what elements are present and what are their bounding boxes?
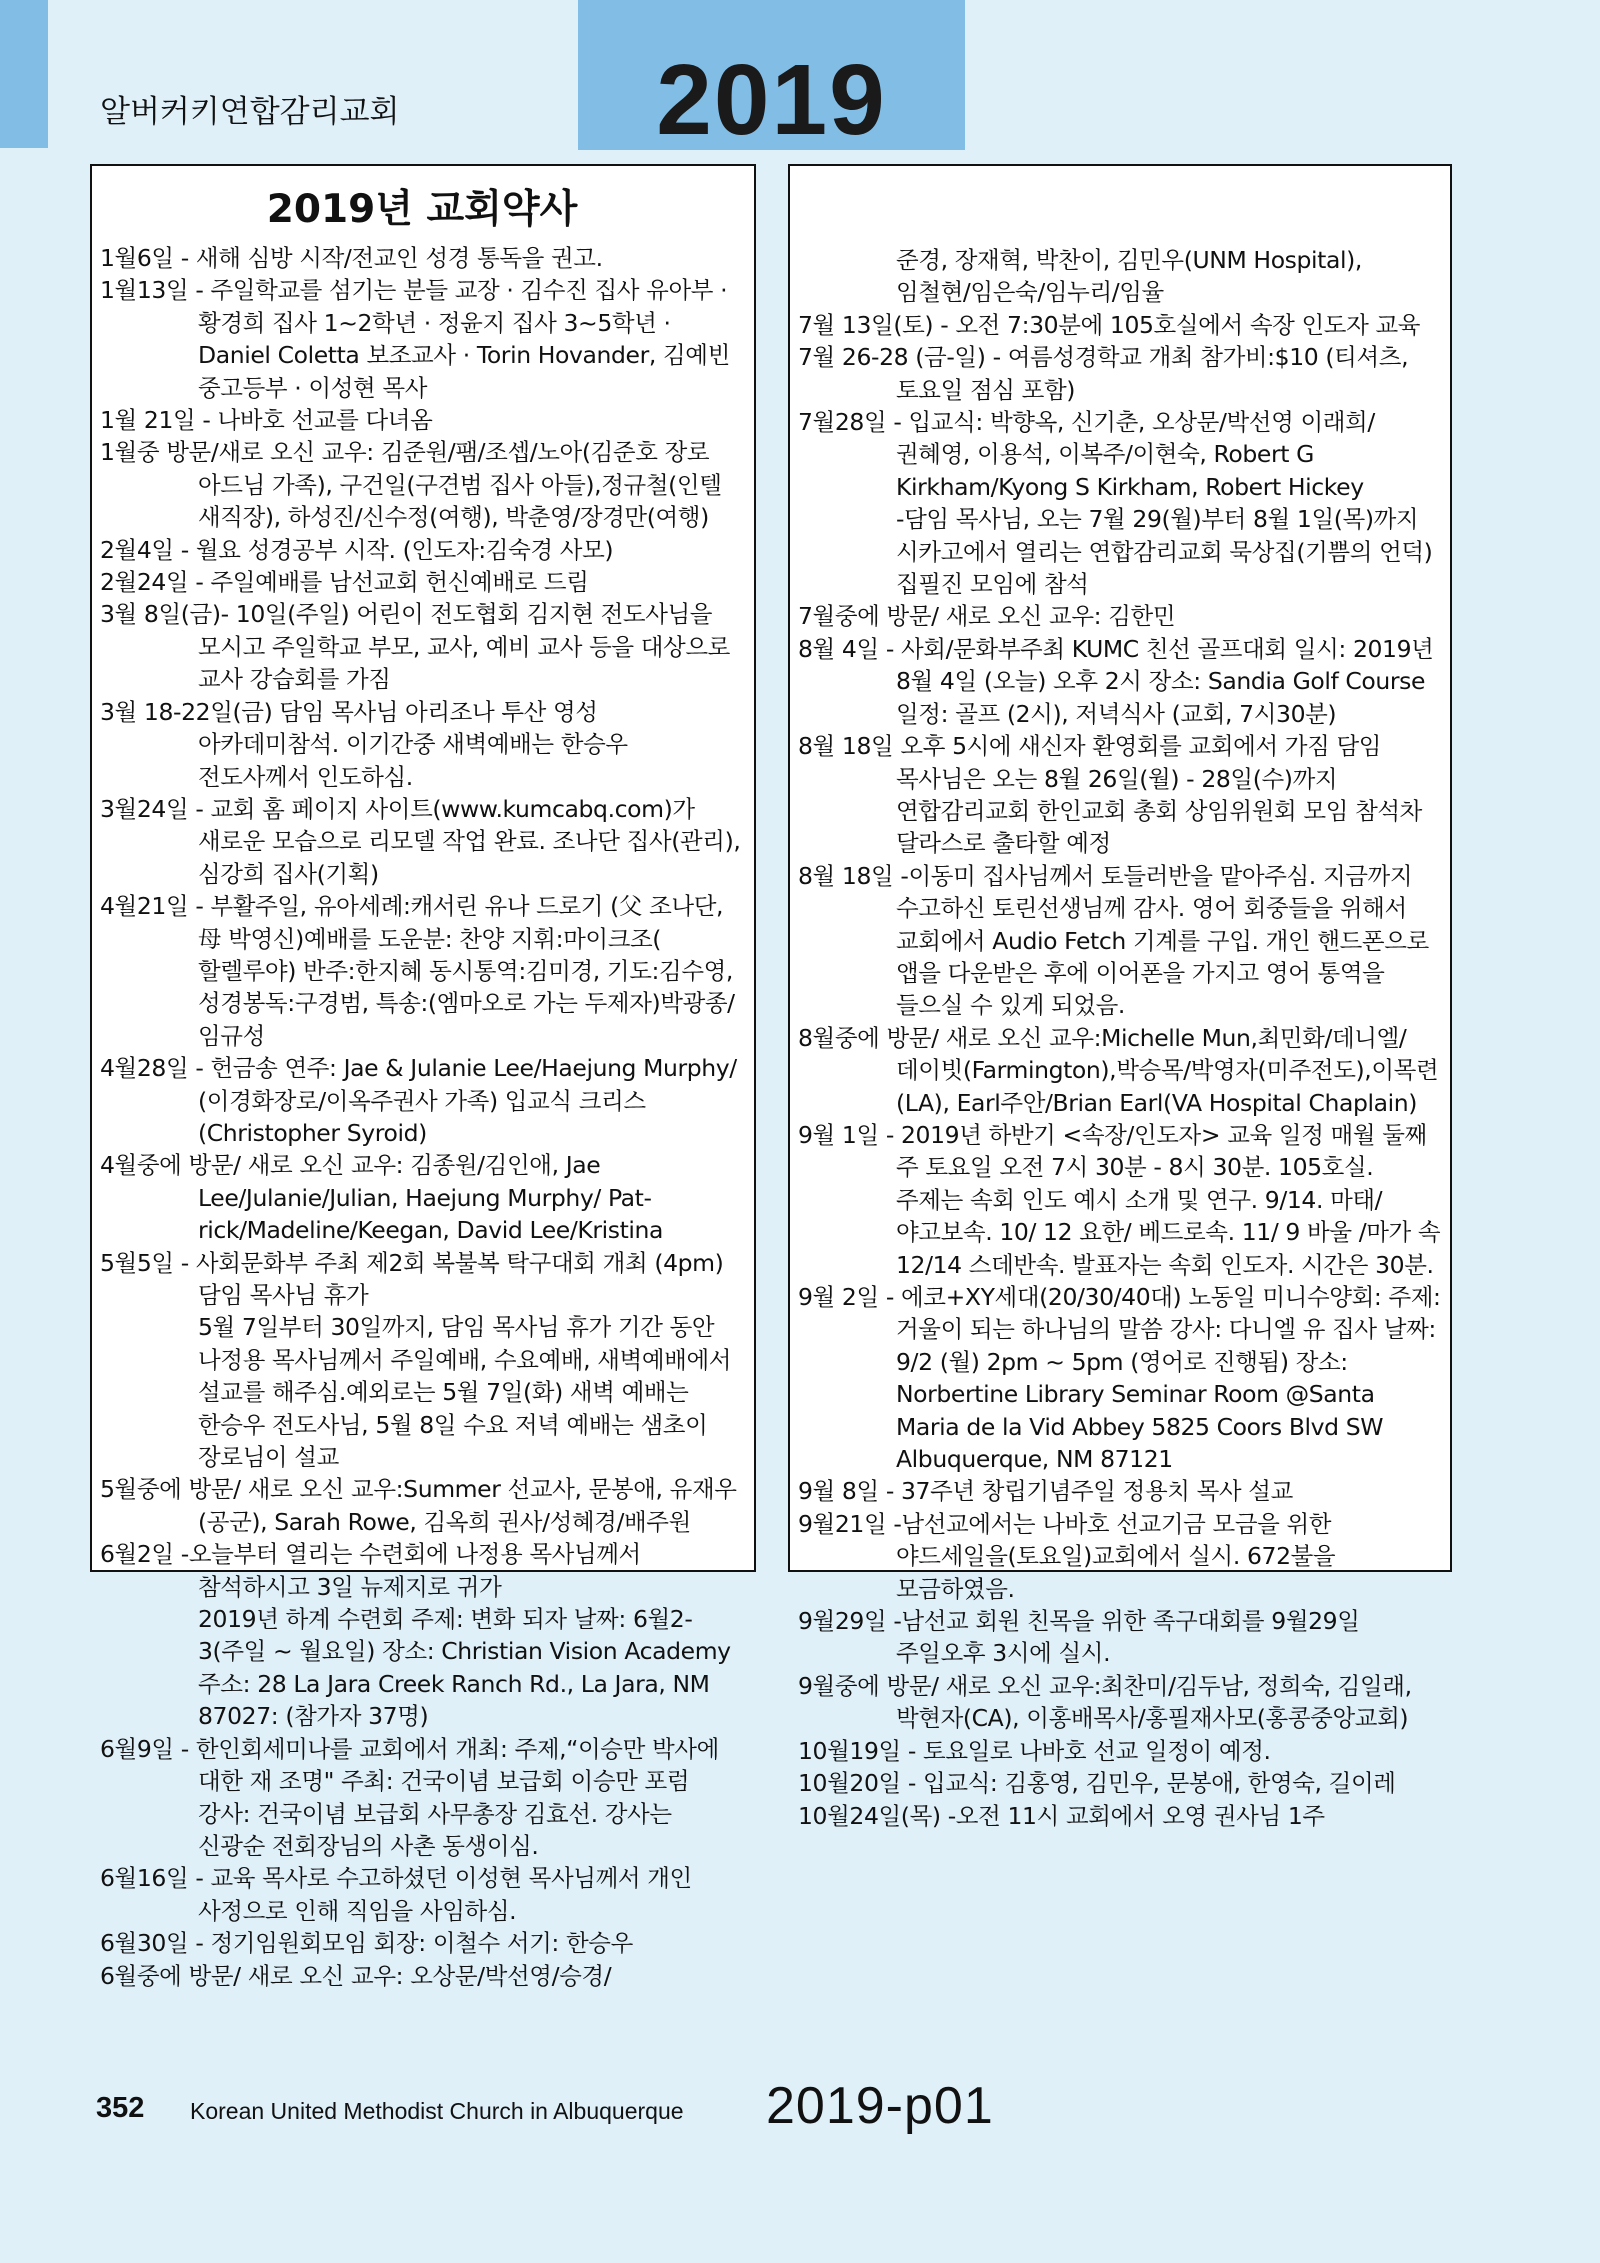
history-entry: 4월28일 - 헌금송 연주: Jae & Julanie Lee/Haejung Murphy/ (이경화장로/이옥주권사 가족) 입교식 크리스 (Christopher Syroid): [100, 1054, 737, 1147]
history-entry: 6월중에 방문/ 새로 오신 교우: 오상문/박선영/승경/: [100, 1961, 612, 1990]
history-column-right: [788, 164, 1452, 1830]
history-entry: 9월중에 방문/ 새로 오신 교우:최찬미/김두남, 정희숙, 김일래, 박현자(CA), 이홍배목사/홍필재사모(홍콩중앙교회): [798, 1671, 1412, 1733]
history-entry: 9월 2일 - 에코+XY세대(20/30/40대) 노동일 미니수양회: 주제: 거울이 되는 하나님의 말씀 강사: 다니엘 유 집사 날짜: 9/2 (월) 2pm ~ 5pm (영어로 진행됨) 장소: Norbertine Library Seminar Room @Santa Maria de la Vid Abbey 5825 Coors Blvd SW Albuquerque, NM 87121: [798, 1283, 1441, 1474]
history-entry: 8월중에 방문/ 새로 오신 교우:Michelle Mun,최민화/데니엘/데이빗(Farmington),박승목/박영자(미주전도),이목련(LA), Earl주안/Brian Earl(VA Hospital Chaplain): [798, 1023, 1439, 1117]
history-entry: 10월19일 - 토요일로 나바호 선교 일정이 예정.: [798, 1736, 1271, 1765]
history-entry: -담임 목사님, 오는 7월 29(월)부터 8월 1일(목)까지 시카고에서 열리는 연합감리교회 묵상집(기쁨의 언덕) 집필진 모임에 참석: [896, 505, 1433, 599]
history-entry: 10월24일(목) -오전 11시 교회에서 오영 권사님 1주: [798, 1801, 1325, 1830]
history-entry: 2월4일 - 월요 성경공부 시작. (인도자:김숙경 사모): [100, 535, 614, 564]
history-entry: 3월 8일(금)- 10일(주일) 어린이 전도협회 김지현 전도사님을 모시고 주일학교 부모, 교사, 예비 교사 등을 대상으로 교사 강습회를 가짐: [100, 600, 730, 694]
history-entries-left: [100, 242, 744, 1992]
history-entry: 4월21일 - 부활주일, 유아세례:캐서린 유나 드로기 (父 조나단, 母 박영신)예배를 도운분: 찬양 지휘:마이크조( 할렐루야) 반주:한지혜 동시통역:김미경, 기도:김수영, 성경봉독:구경범, 특송:(엠마오로 가는 두제자)박광종/임규성: [100, 892, 735, 1050]
history-entry: 1월 21일 - 나바호 선교를 다녀옴: [100, 406, 433, 435]
page-number: 352: [96, 2092, 145, 2124]
history-entry: 2019년 하계 수련회 주제: 변화 되자 날짜: 6월2-3(주일 ~ 월요일) 장소: Christian Vision Academy 주소: 28 La Jara Creek Ranch Rd., La Jara, NM 87027: (참가자 37명): [198, 1605, 731, 1731]
history-title: 2019년 교회약사: [266, 187, 578, 232]
history-entry: 9월29일 -남선교 회원 친목을 위한 족구대회를 9월29일 주일오후 3시에 실시.: [798, 1607, 1360, 1668]
history-entry: 준경, 장재혁, 박찬이, 김민우(UNM Hospital), 임철현/임은숙/임누리/임율: [896, 246, 1362, 307]
church-name: 알버커키연합감리교회: [100, 94, 400, 130]
history-entries-right: [798, 244, 1442, 1832]
history-entry: 3월24일 - 교회 홈 페이지 사이트(www.kumcabq.com)가 새로운 모습으로 리모델 작업 완료. 조나단 집사(관리), 심강희 집사(기획): [100, 794, 741, 888]
history-entry: 4월중에 방문/ 새로 오신 교우: 김종원/김인애, Jae Lee/Julanie/Julian, Haejung Murphy/ Pat-rick/Madeline/Keegan, David Lee/Kristina: [100, 1151, 664, 1245]
history-entry: 8월 18일 -이동미 집사님께서 토들러반을 맡아주심. 지금까지 수고하신 토린선생님께 감사. 영어 회중들을 위해서 교회에서 Audio Fetch 기계를 구입. 개인 핸드폰으로 앱을 다운받은 후에 이어폰을 가지고 영어 통역을 들으실 수 있게 되었음.: [798, 861, 1429, 1020]
history-entry: 3월 18-22일(금) 담임 목사님 아리조나 투산 영성 아카데미참석. 이기간중 새벽예배는 한승우 전도사께서 인도하심.: [100, 697, 628, 791]
history-entry: 1월중 방문/새로 오신 교우: 김준원/팸/조셉/노아(김준호 장로 아드님 가족), 구건일(구견범 집사 아들),정규철(인텔 새직장), 하성진/신수정(여행), 박춘영/장경만(여행): [100, 438, 722, 532]
history-entry: 6월9일 - 한인회세미나를 교회에서 개최: 주제,“이승만 박사에 대한 재 조명" 주최: 건국이념 보급회 이승만 포럼 강사: 건국이념 보급회 사무총장 김효선. 강사는 신광순 전회장님의 사촌 동생이심.: [100, 1734, 719, 1860]
history-column-left: [90, 164, 756, 1990]
history-entry: 9월 8일 - 37주년 창립기념주일 정용치 목사 설교: [798, 1477, 1293, 1506]
history-entry: 8월 4일 - 사회/문화부주최 KUMC 친선 골프대회 일시: 2019년 8월 4일 (오늘) 오후 2시 장소: Sandia Golf Course 일정: 골프 (2시), 저녁식사 (교회, 7시30분): [798, 634, 1434, 728]
history-entry: 7월28일 - 입교식: 박향옥, 신기춘, 오상문/박선영 이래희/권혜영, 이용석, 이복주/이현숙, Robert G Kirkham/Kyong S Kirkham, Robert Hickey: [798, 408, 1375, 501]
header-left-tab: [0, 0, 48, 148]
history-entry: 6월16일 - 교육 목사로 수고하셨던 이성현 목사님께서 개인 사정으로 인해 직임을 사임하심.: [100, 1864, 692, 1925]
history-entry: 6월2일 -오늘부터 열리는 수련회에 나정용 목사님께서 참석하시고 3일 뉴제지로 귀가: [100, 1540, 641, 1601]
history-entry: 7월 26-28 (금-일) - 여름성경학교 개최 참가비:$10 (티셔츠, 토요일 점심 포함): [798, 343, 1409, 404]
year-heading: 2019: [656, 44, 887, 156]
footer-church-name: Korean United Methodist Church in Albuquerque: [190, 2098, 684, 2124]
history-entry: 7월 13일(토) - 오전 7:30분에 105호실에서 속장 인도자 교육: [798, 310, 1421, 339]
page-code: 2019-p01: [766, 2077, 994, 2135]
history-entry: 1월13일 - 주일학교를 섬기는 분들 교장 · 김수진 집사 유아부 · 황경희 집사 1~2학년 · 정윤지 집사 3~5학년 · Daniel Coletta 보조교사 · Torin Hovander, 김예빈 중고등부 · 이성현 목사: [100, 276, 730, 402]
history-entry: 5월중에 방문/ 새로 오신 교우:Summer 선교사, 문봉애, 유재우(공군), Sarah Rowe, 김옥희 권사/성혜경/배주원: [100, 1475, 737, 1536]
history-entry: 5월5일 - 사회문화부 주최 제2회 복불복 탁구대회 개최 (4pm) 담임 목사님 휴가: [100, 1248, 724, 1309]
history-entry: 8월 18일 오후 5시에 새신자 환영회를 교회에서 가짐 담임 목사님은 오는 8월 26일(월) - 28일(수)까지 연합감리교회 한인교회 총회 상임위원회 모임 참석차 달라스로 출타할 예정: [798, 732, 1422, 858]
history-entry: 1월6일 - 새해 심방 시작/전교인 성경 통독을 권고.: [100, 244, 603, 272]
history-entry: 9월21일 -남선교에서는 나바호 선교기금 모금을 위한 야드세일을(토요일)교회에서 실시. 672불을 모금하였음.: [798, 1509, 1336, 1603]
history-entry: 7월중에 방문/ 새로 오신 교우: 김한민: [798, 602, 1176, 631]
history-entry: 10월20일 - 입교식: 김홍영, 김민우, 문봉애, 한영숙, 길이레: [798, 1769, 1396, 1798]
history-entry: 5월 7일부터 30일까지, 담임 목사님 휴가 기간 동안 나정용 목사님께서 주일예배, 수요예배, 새벽예배에서 설교를 해주심.예외로는 5월 7일(화) 새벽 예배는 한승우 전도사님, 5월 8일 수요 저녁 예배는 샘초이 장로님이 설교: [198, 1313, 732, 1472]
history-entry: 2월24일 - 주일예배를 남선교회 헌신예배로 드림: [100, 568, 589, 597]
history-entry: 9월 1일 - 2019년 하반기 <속장/인도자> 교육 일정 매월 둘째 주 토요일 오전 7시 30분 - 8시 30분. 105호실. 주제는 속회 인도 예시 소개 및 연구. 9/14. 마태/야고보속. 10/ 12 요한/ 베드로속. 11/ 9 바울 /마가 속 12/14 스데반속. 발표자는 속회 인도자. 시간은 30분.: [798, 1120, 1441, 1279]
history-entry: 6월30일 - 정기임원회모임 회장: 이철수 서기: 한승우: [100, 1929, 633, 1958]
